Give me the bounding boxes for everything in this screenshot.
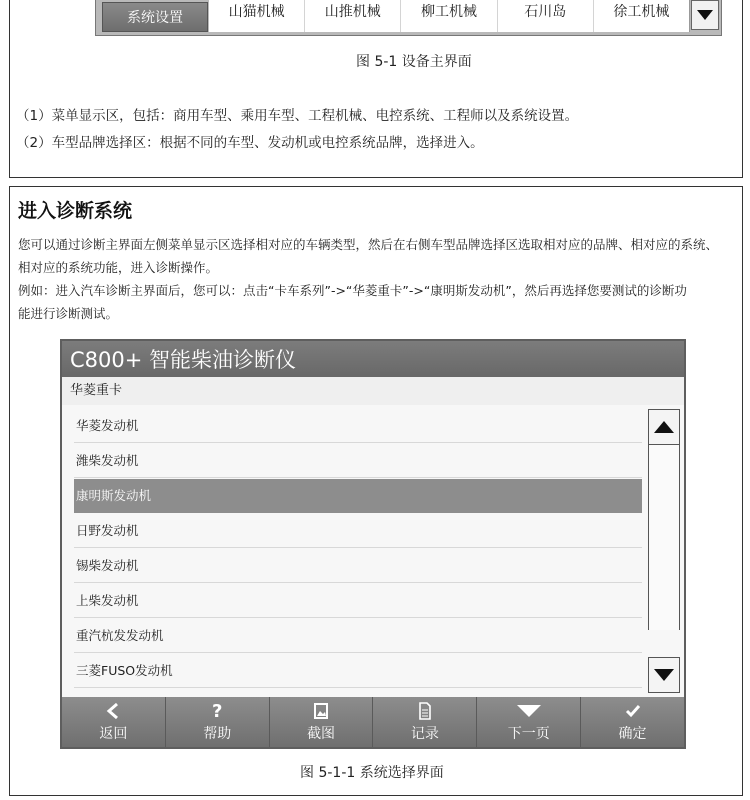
bottom-toolbar — [62, 697, 684, 747]
check-icon — [625, 704, 641, 718]
list-item[interactable]: 华菱发动机 — [74, 409, 642, 443]
confirm-button[interactable] — [581, 697, 684, 747]
figure-caption: 图 5-1 设备主界面 — [356, 54, 472, 70]
next-page-button[interactable] — [477, 697, 581, 747]
down-arrow-icon — [696, 9, 714, 21]
brand-item[interactable]: 山猫机械 — [209, 0, 305, 32]
system-settings-button[interactable]: 系统设置 — [102, 2, 208, 32]
scroll-down-button[interactable] — [648, 657, 680, 693]
list-item[interactable]: 三菱FUSO发动机 — [74, 654, 642, 688]
up-arrow-icon — [653, 420, 675, 434]
document-icon — [418, 702, 432, 720]
back-arrow-icon — [106, 703, 120, 719]
scroll-up-button[interactable] — [648, 409, 680, 445]
system-selection-screen — [60, 339, 686, 749]
list-item[interactable]: 潍柴发动机 — [74, 444, 642, 478]
engine-list — [62, 405, 684, 697]
screenshot-button[interactable] — [270, 697, 374, 747]
paragraph-line: 能进行诊断测试。 — [18, 306, 119, 321]
brand-item[interactable]: 柳工机械 — [401, 0, 497, 32]
screenshot-label: 截图 — [307, 726, 336, 742]
brand-item[interactable]: 石川岛 — [498, 0, 594, 32]
list-item-selected[interactable]: 康明斯发动机 — [74, 479, 642, 513]
screenshot-icon — [313, 702, 329, 720]
confirm-label: 确定 — [618, 726, 647, 742]
record-button[interactable] — [373, 697, 477, 747]
screen-title: C800+ 智能柴油诊断仪 — [62, 341, 684, 377]
paragraph-line: 例如：进入汽车诊断主界面后，您可以：点击“卡车系列”->“华菱重卡”->“康明斯发动机”，然后再选择您要测试的诊断功 — [18, 283, 687, 298]
help-button[interactable] — [166, 697, 270, 747]
list-item[interactable]: 重汽杭发发动机 — [74, 619, 642, 653]
brand-item[interactable]: 徐工机械 — [613, 4, 670, 20]
note-line-1: （1）菜单显示区，包括：商用车型、乘用车型、工程机械、电控系统、工程师以及系统设置。 — [16, 108, 579, 124]
figure-caption: 图 5-1-1 系统选择界面 — [300, 765, 444, 781]
note-line-2: （2）车型品牌选择区：根据不同的车型、发动机或电控系统品牌，选择进入。 — [16, 135, 484, 151]
page-down-icon — [516, 704, 542, 718]
scrollbar-track[interactable] — [648, 445, 680, 630]
back-label: 返回 — [99, 726, 128, 742]
scroll-down-button[interactable] — [691, 0, 719, 30]
next-page-label: 下一页 — [507, 726, 550, 742]
record-label: 记录 — [410, 726, 439, 742]
back-button[interactable] — [62, 697, 166, 747]
list-item[interactable]: 上柴发动机 — [74, 584, 642, 618]
list-item[interactable]: 锡柴发动机 — [74, 549, 642, 583]
question-icon: ? — [212, 700, 223, 722]
list-item[interactable]: 日野发动机 — [74, 514, 642, 548]
brand-row — [209, 0, 690, 32]
device-main-screenshot — [95, 0, 722, 36]
brand-item[interactable]: 山推机械 — [305, 0, 401, 32]
down-arrow-icon — [653, 668, 675, 682]
breadcrumb: 华菱重卡 — [62, 377, 684, 405]
paragraph-line: 您可以通过诊断主界面左侧菜单显示区选择相对应的车辆类型，然后在右侧车型品牌选择区选取相对应的品牌、相对应的系统、 — [18, 237, 719, 252]
help-label: 帮助 — [203, 726, 232, 742]
paragraph-line: 相对应的系统功能，进入诊断操作。 — [18, 260, 219, 275]
section-title: 进入诊断系统 — [18, 200, 133, 222]
